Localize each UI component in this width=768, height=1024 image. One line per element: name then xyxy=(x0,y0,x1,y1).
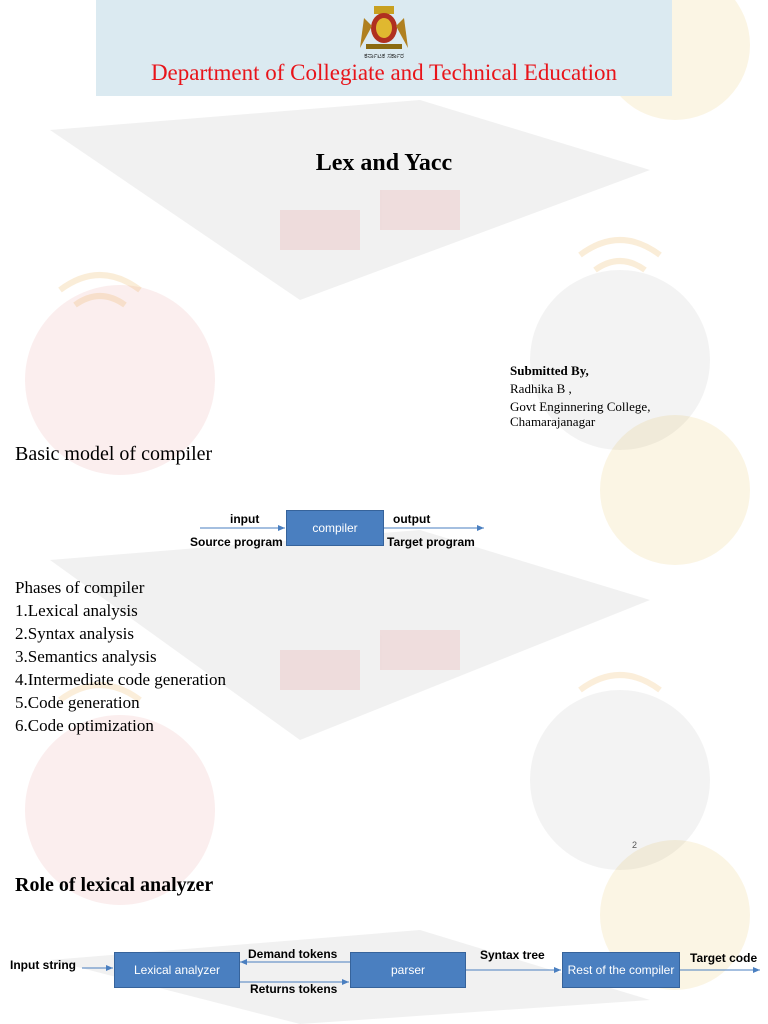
phase-item: 2.Syntax analysis xyxy=(15,624,134,643)
compiler-box: compiler xyxy=(286,510,384,546)
presentation-title: Lex and Yacc xyxy=(315,150,453,176)
college-place: Chamarajanagar xyxy=(510,414,596,429)
input-string-label: Input string xyxy=(10,958,76,972)
phases-list xyxy=(15,576,226,737)
phase-item: 3.Semantics analysis xyxy=(15,647,157,666)
returns-tokens-label: Returns tokens xyxy=(250,982,338,996)
lexical-analyzer-box: Lexical analyzer xyxy=(114,952,240,988)
target-program-label: Target program xyxy=(387,535,475,549)
author-name: Radhika B , xyxy=(510,381,572,396)
emblem-caption: ಕರ್ನಾಟಕ ಸರ್ಕಾರ xyxy=(364,52,404,60)
compiler-diagram-arrows xyxy=(0,500,768,560)
compiler-model-heading: Basic model of compiler xyxy=(15,443,213,465)
source-program-label: Source program xyxy=(190,535,283,549)
phase-item: 1.Lexical analysis xyxy=(15,601,138,620)
lexical-role-heading: Role of lexical analyzer xyxy=(15,874,214,896)
syntax-tree-label: Syntax tree xyxy=(480,948,545,962)
parser-box: parser xyxy=(350,952,466,988)
submitted-by-label: Submitted By, xyxy=(510,363,589,378)
college-name: Govt Enginnering College, xyxy=(510,399,651,414)
demand-tokens-label: Demand tokens xyxy=(248,947,338,961)
target-code-label: Target code xyxy=(690,951,758,965)
phase-item: 4.Intermediate code generation xyxy=(15,670,226,689)
phase-item: 6.Code optimization xyxy=(15,716,154,735)
output-label: output xyxy=(393,512,431,526)
phase-item: 5.Code generation xyxy=(15,693,140,712)
department-title: Department of Collegiate and Technical Education xyxy=(150,60,618,85)
phases-heading: Phases of compiler xyxy=(15,578,145,597)
rest-of-compiler-box: Rest of the compiler xyxy=(562,952,680,988)
input-label: input xyxy=(230,512,260,526)
page-number: 2 xyxy=(632,840,638,850)
